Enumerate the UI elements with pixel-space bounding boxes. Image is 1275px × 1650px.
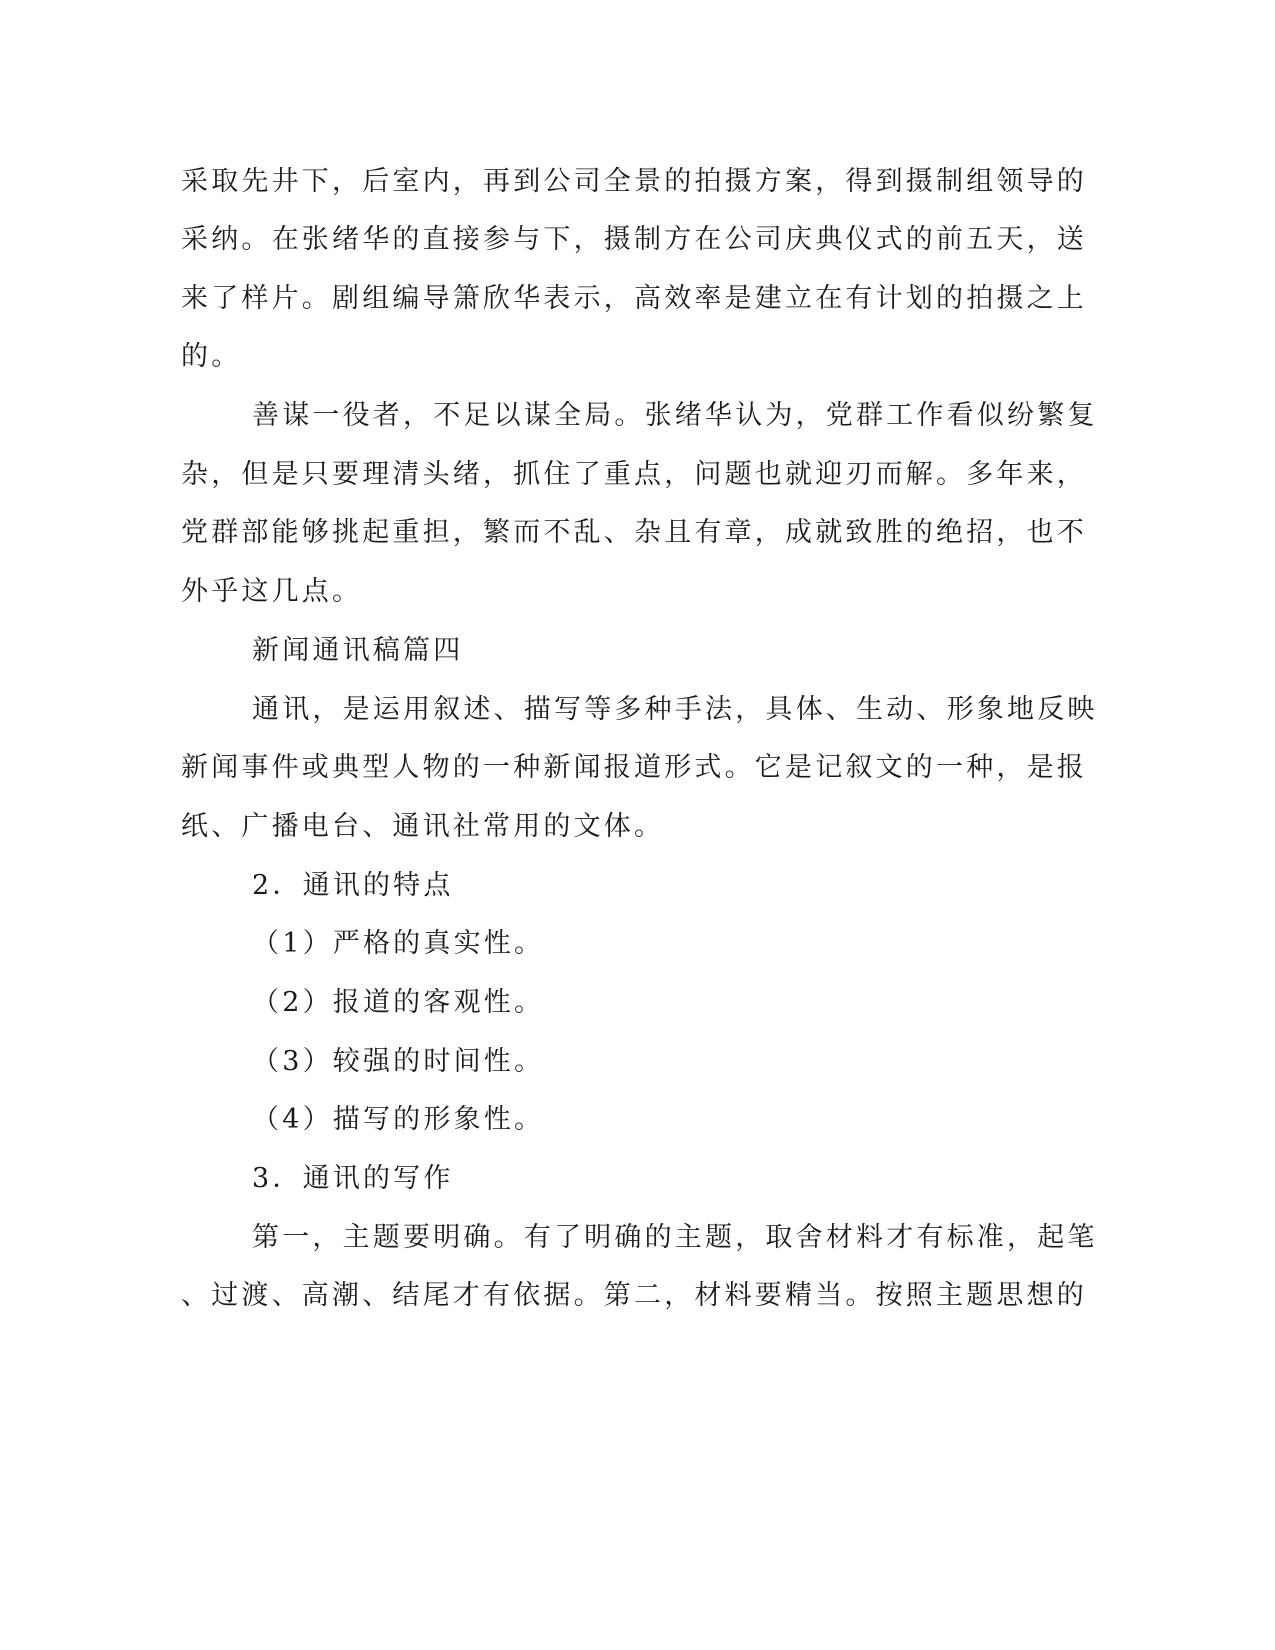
paragraph-4-line-2: 、过渡、高潮、结尾才有依据。第二，材料要精当。按照主题思想的 [181,1280,1087,1311]
paragraph-1-line-3: 来了样片。剧组编导箫欣华表示，高效率是建立在有计划的拍摄之上 [181,283,1087,314]
feature-item: （1）严格的真实性。 [252,928,545,959]
paragraph-2-line-3: 党群部能够挑起重担，繁而不乱、杂且有章，成就致胜的绝招，也不 [181,517,1087,548]
feature-item: （2）报道的客观性。 [252,987,545,1018]
section-heading: 新闻通讯稿篇四 [252,635,464,666]
heading-writing: 3．通讯的写作 [252,1163,454,1194]
paragraph-2-line-1: 善谋一役者，不足以谋全局。张绪华认为，党群工作看似纷繁复 [252,400,1098,431]
paragraph-1-line-4: 的。 [181,341,242,372]
heading-features: 2．通讯的特点 [252,870,454,901]
paragraph-3-line-3: 纸、广播电台、通讯社常用的文体。 [181,811,665,842]
paragraph-1-line-2: 采纳。在张绪华的直接参与下，摄制方在公司庆典仪式的前五天，送 [181,224,1087,255]
paragraph-2-line-2: 杂，但是只要理清头绪，抓住了重点，问题也就迎刃而解。多年来， [181,459,1087,490]
paragraph-2-line-4: 外乎这几点。 [181,576,363,607]
paragraph-1-line-1: 采取先井下，后室内，再到公司全景的拍摄方案，得到摄制组领导的 [181,166,1087,197]
paragraph-3-line-1: 通讯，是运用叙述、描写等多种手法，具体、生动、形象地反映 [252,694,1098,725]
feature-item: （3）较强的时间性。 [252,1046,545,1077]
feature-item: （4）描写的形象性。 [252,1104,545,1135]
paragraph-3-line-2: 新闻事件或典型人物的一种新闻报道形式。它是记叙文的一种，是报 [181,752,1087,783]
paragraph-4-line-1: 第一，主题要明确。有了明确的主题，取舍材料才有标准，起笔 [252,1222,1098,1253]
